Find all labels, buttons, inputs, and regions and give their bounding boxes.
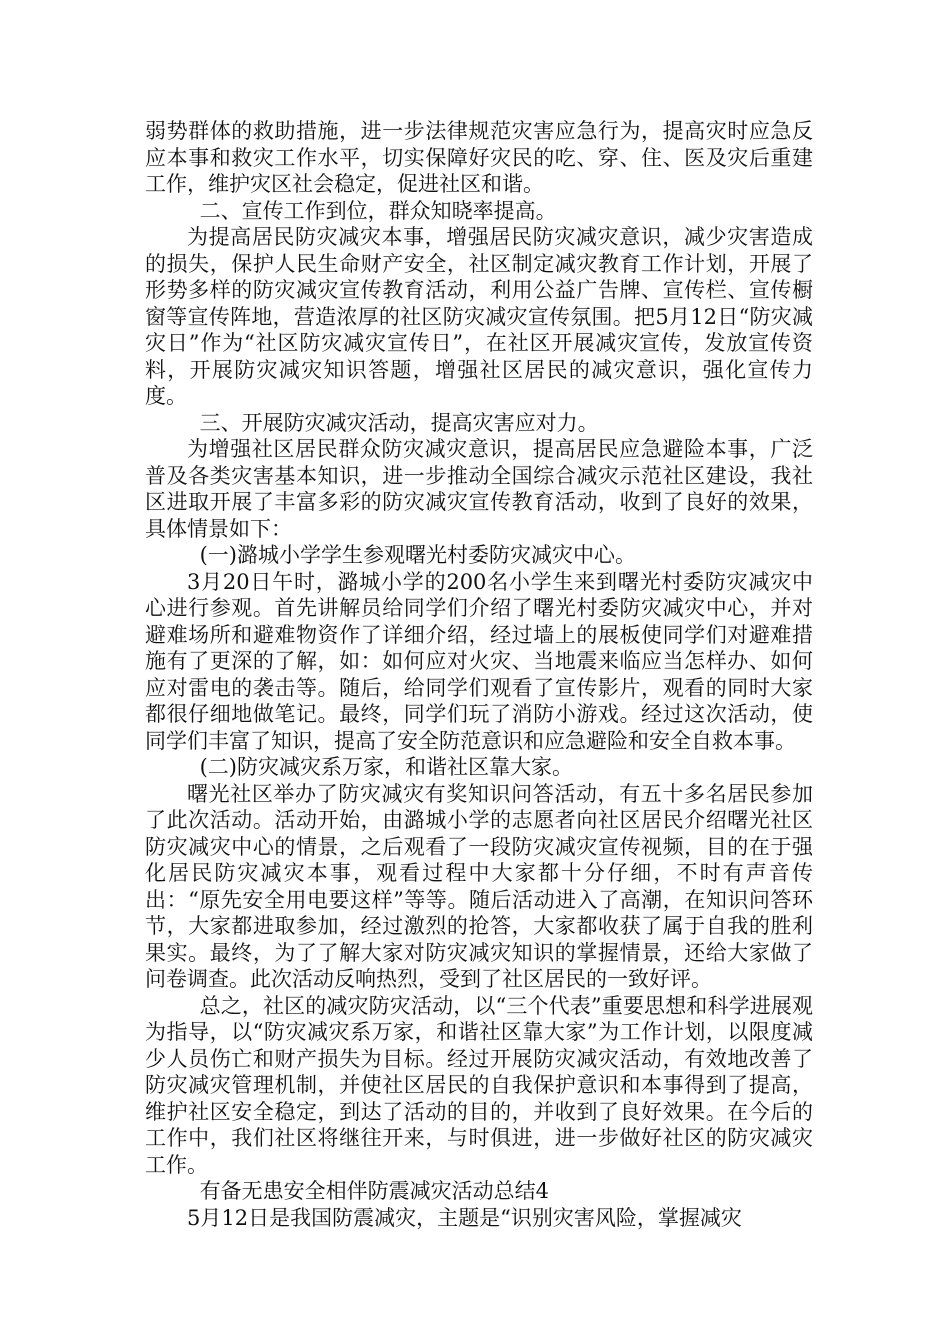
document-body [145,118,813,1231]
article-title-4: 有备无患安全相伴防震减灾活动总结4 [199,1179,549,1203]
subsection-heading-1: (一)潞城小学学生参观曙光村委防灾减灾中心。 [199,543,636,567]
subsection-heading-2: (二)防灾减灾系万家，和谐社区靠大家。 [199,755,573,779]
paragraph-school-visit: 3月20日午时，潞城小学的200名小学生来到曙光村委防灾减灾中心进行参观。首先讲解员给同学们介绍了曙光村委防灾减灾中心，并对避难场所和避难物资作了详细介绍，经过墙上的展板使同学们对避难措施有了更深的了解，如：如何应对火灾、当地震来临应当怎样办、如何应对雷电的袭击等。随后，给同学们观看了宣传影片，观看的同时大家都很仔细地做笔记。最终，同学们玩了消防小游戏。经过这次活动，使同学们丰富了知识，提高了安全防范意识和应急避险和安全自救本事。 [145,569,813,753]
paragraph-activities-intro: 为增强社区居民群众防灾减灾意识，提高居民应急避险本事，广泛普及各类灾害基本知识，进一步推动全国综合减灾示范社区建设，我社区进取开展了丰富多彩的防灾减灾宣传教育活动，收到了良好的效果，具体情景如下： [145,437,813,541]
paragraph-conclusion: 总之，社区的减灾防灾活动，以“三个代表”重要思想和科学进展观为指导，以“防灾减灾系万家，和谐社区靠大家”为工作计划，以限度减少人员伤亡和财产损失为目标。经过开展防灾减灾活动，有效地改善了防灾减灾管理机制，并使社区居民的自我保护意识和本事得到了提高，维护社区安全稳定，到达了活动的目的，并收到了良好效果。在今后的工作中，我们社区将继往开来，与时俱进，进一步做好社区的防灾减灾工作。 [145,993,813,1177]
paragraph-publicity: 为提高居民防灾减灾本事，增强居民防灾减灾意识，减少灾害造成的损失，保护人民生命财产安全，社区制定减灾教育工作计划，开展了形势多样的防灾减灾宣传教育活动，利用公益广告牌、宣传栏、宣传橱窗等宣传阵地，营造浓厚的社区防灾减灾宣传氛围。把5月12日“防灾减灾日”作为“社区防灾减灾宣传日”，在社区开展减灾宣传，发放宣传资料，开展防灾减灾知识答题，增强社区居民的减灾意识，强化宣传力度。 [145,225,813,408]
paragraph-quiz-activity: 曙光社区举办了防灾减灾有奖知识问答活动，有五十多名居民参加了此次活动。活动开始，由潞城小学的志愿者向社区居民介绍曙光社区防灾减灾中心的情景，之后观看了一段防灾减灾宣传视频，目的在于强化居民防灾减灾本事，观看过程中大家都十分仔细，不时有声音传出：“原先安全用电要这样”等等。随后活动进入了高潮，在知识问答环节，大家都进取参加，经过激烈的抢答，大家都收获了属于自我的胜利果实。最终，为了了解大家对防灾减灾知识的掌握情景，还给大家做了问卷调查。此次活动反响热烈，受到了社区居民的一致好评。 [145,781,813,991]
paragraph-article-4-start: 5月12日是我国防震减灾，主题是“识别灾害风险，掌握减灾 [187,1205,742,1230]
section-heading-3: 三、开展防灾减灾活动，提高灾害应对力。 [199,410,599,435]
section-heading-2: 二、宣传工作到位，群众知晓率提高。 [199,198,557,223]
paragraph-continuation: 弱势群体的救助措施，进一步法律规范灾害应急行为，提高灾时应急反应本事和救灾工作水平，切实保障好灾民的吃、穿、住、医及灾后重建工作，维护灾区社会稳定，促进社区和谐。 [145,119,813,196]
